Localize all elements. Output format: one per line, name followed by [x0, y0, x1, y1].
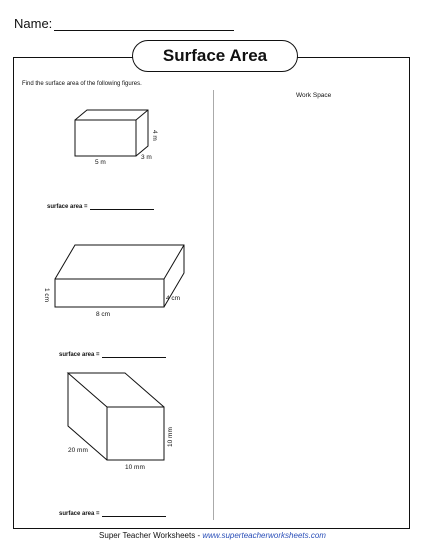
answer-line-2[interactable]: [102, 351, 166, 358]
answer-line-3[interactable]: [102, 510, 166, 517]
page-title: Surface Area: [132, 40, 298, 72]
fig1-length: 5 m: [95, 159, 106, 166]
prism-2: [55, 245, 184, 307]
footer: [0, 531, 425, 540]
fig2-height: 1 cm: [43, 288, 50, 303]
answer-label-1: surface area =: [47, 204, 88, 210]
answer-label-3: surface area =: [59, 511, 100, 517]
work-space-label: Work Space: [296, 92, 332, 99]
answer-row-2: [59, 351, 166, 358]
answer-label-2: surface area =: [59, 352, 100, 358]
answer-row-1: [47, 203, 154, 210]
fig3-length: 10 mm: [125, 464, 145, 471]
name-label: Name:: [14, 16, 53, 31]
fig2-width: 4 cm: [166, 295, 181, 302]
answer-line-1[interactable]: [90, 203, 154, 210]
fig2-length: 8 cm: [96, 311, 111, 318]
fig3-height: 10 mm: [167, 427, 174, 447]
prism-1: [75, 110, 148, 156]
answer-row-3: [59, 510, 166, 517]
fig3-width: 20 mm: [68, 447, 88, 454]
fig1-height: 4 m: [151, 130, 158, 141]
footer-text: Super Teacher Worksheets -: [99, 531, 203, 540]
instructions: Find the surface area of the following figures.: [22, 81, 142, 87]
fig1-width: 3 m: [141, 154, 152, 161]
footer-link[interactable]: www.superteacherworksheets.com: [202, 531, 326, 540]
